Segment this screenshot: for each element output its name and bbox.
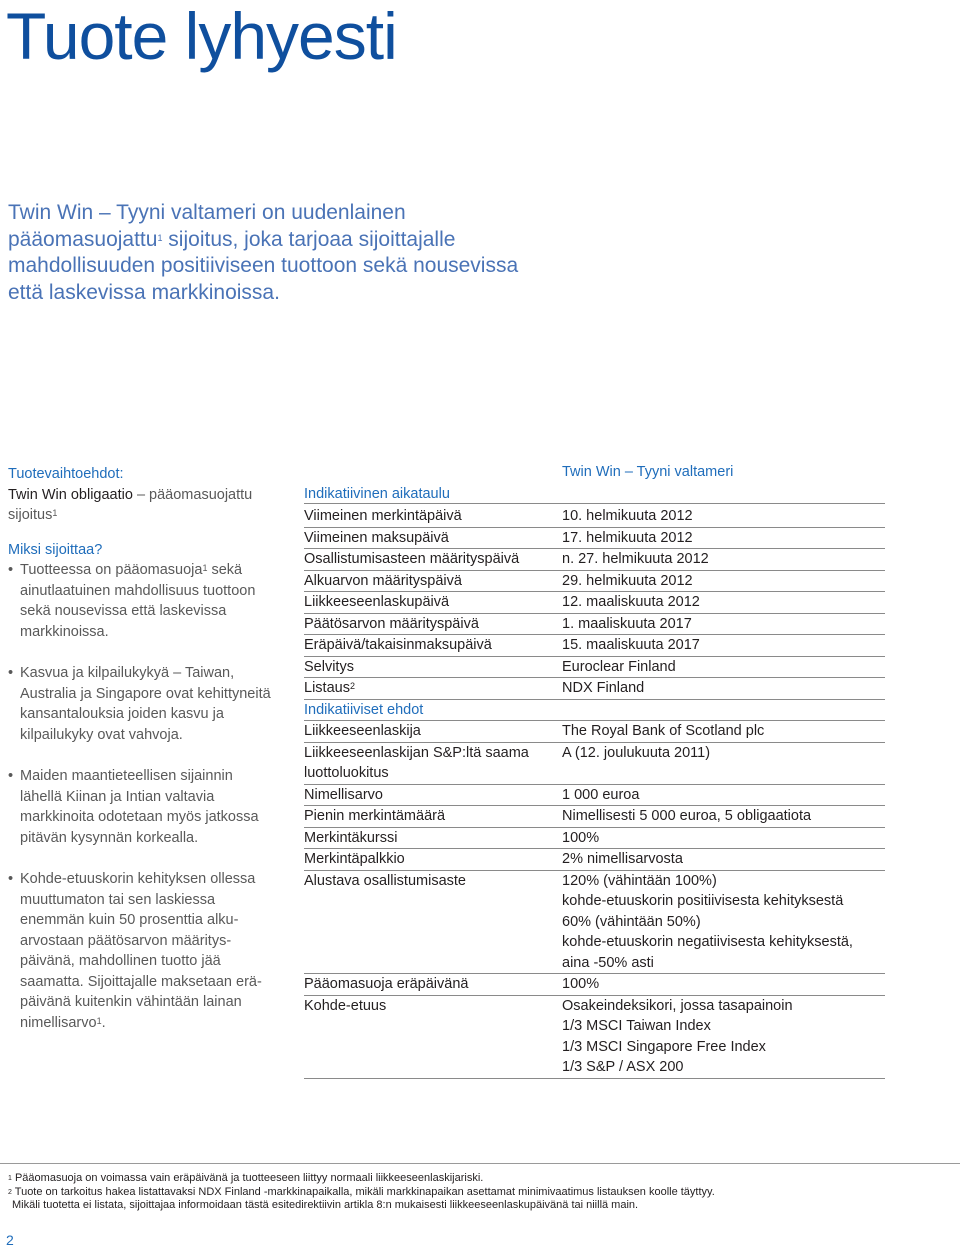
table-row [304,678,885,700]
row-value [562,996,885,1078]
row-label: Alkuarvon määrityspäivä [304,572,462,589]
intro-paragraph [8,200,568,306]
row-value [562,871,885,974]
bullet-icon: • [8,562,14,578]
intro-line: että laskevissa markkinoissa. [8,280,280,304]
row-label [304,678,562,699]
alternatives-heading: Tuotevaihtoehdot: [8,466,124,482]
row-label: Liikkeeseenlaskija [304,723,421,739]
footnote-ref: 1 [202,563,208,573]
value-line: aina -50% asti [562,954,654,971]
footnote-text: Tuote on tarkoitus hakea listattavaksi NDX Finland -markkinapaikalla, mikäli markkinapaikan asettamat minimivaatimus listauksen koolle täyttyy. [14,1185,715,1198]
row-label: Pienin merkintämäärä [304,808,446,824]
row-value: 29. helmikuuta 2012 [562,572,693,589]
alternatives-bold: Twin Win obligaatio [8,486,133,503]
bullet-icon: • [8,768,14,784]
bullet-text: Tuotteessa on pääomasuoja [20,562,203,578]
product-terms-table [304,464,885,1079]
row-value: 100% [562,829,600,846]
row-label: Merkintäpalkkio [304,851,405,867]
table-row [304,785,885,807]
row-label: Alustava osallistumisaste [304,872,466,889]
alternatives-text [8,505,278,526]
table-row [304,743,885,785]
row-value: NDX Finland [562,680,645,696]
bullet-icon: • [8,665,14,681]
section-heading-terms: Indikatiiviset ehdot [304,700,885,722]
bullet-text: Kasvua ja kilpailukykyä – Taiwan, Australia ja Singapore ovat kehittyneitä kansantalouksia joiden kasvu ja kilpailukyky ovat vahvoja. [20,665,271,743]
product-name: Twin Win – Tyyni valtameri [562,464,734,480]
row-value: 10. helmikuuta 2012 [562,508,693,524]
table-row [304,996,885,1079]
footnote-ref: 1 [157,232,163,243]
row-label: Liikkeeseenlaskupäivä [304,594,450,610]
value-line: kohde-etuuskorin positiivisesta kehityksestä [562,893,844,909]
table-row [304,549,885,571]
table-row [304,614,885,636]
list-item [8,766,278,848]
value-line: 1/3 MSCI Singapore Free Index [562,1038,766,1055]
alternatives-text [8,485,278,506]
table-row [304,974,885,996]
listing-label: Listaus [304,680,350,696]
list-item [8,869,278,1033]
table-row [304,506,885,528]
bullet-text: . [101,1014,106,1031]
intro-line [8,227,568,254]
bullet-icon: • [8,871,14,887]
value-line: 1/3 MSCI Taiwan Index [562,1018,711,1034]
table-row [304,806,885,828]
table-row [304,657,885,679]
table-row [304,721,885,743]
row-value: Nimellisesti 5 000 euroa, 5 obligaatiota [562,808,812,824]
row-label: Merkintäkurssi [304,829,398,846]
intro-line: mahdollisuuden positiiviseen tuottoon sekä nousevissa [8,254,519,277]
bullet-text: Maiden maantieteellisen sijainnin lähellä Kiinan ja Intian valtavia markkinoita odotetaan myös jatkossa pitävän kysynnän korkealla. [20,768,259,846]
row-label: Kohde-etuus [304,997,387,1014]
table-row [304,849,885,871]
list-item [8,663,278,745]
table-row [304,528,885,550]
table-row [304,592,885,614]
value-line: kohde-etuuskorin negatiivisesta kehityksestä, [562,934,853,950]
footnote-ref: 1 [52,508,58,518]
left-column [8,464,278,1054]
table-row [304,635,885,657]
row-value: 1 000 euroa [562,786,640,803]
table-row [304,571,885,593]
row-value: A (12. joulukuuta 2011) [562,744,711,761]
table-row [304,828,885,850]
table-row [304,871,885,975]
footnote-ref: 1 [96,1015,102,1026]
row-label: Pääomasuoja eräpäivänä [304,976,469,992]
page-number: 2 [6,1232,14,1248]
row-value: 17. helmikuuta 2012 [562,529,693,546]
footnote [8,1186,948,1200]
footnote-divider [0,1163,960,1164]
value-line: 1/3 S&P / ASX 200 [562,1059,684,1075]
footnote-number: 1 [8,1175,12,1182]
footnote [8,1172,948,1186]
row-label: Eräpäivä/takaisinmaksupäivä [304,637,492,653]
intro-text: pääomasuojattu [8,227,158,251]
bullet-text: sekä ainutlaatuinen mahdollisuus tuottoon sekä nousevissa että laskevissa markkinoissa. [20,562,256,640]
row-label: Osallistumisasteen määrityspäivä [304,551,520,567]
footnotes [8,1172,948,1213]
row-label: Päätösarvon määrityspäivä [304,615,479,632]
row-value: 12. maaliskuuta 2012 [562,594,700,610]
reasons-list [8,560,278,1033]
row-label: Selvitys [304,658,354,675]
row-value: n. 27. helmikuuta 2012 [562,551,709,567]
row-value: Euroclear Finland [562,658,676,675]
intro-text: sijoitus, joka tarjoaa sijoittajalle [162,227,456,251]
value-line: 60% (vähintään 50%) [562,913,701,930]
value-line: Osakeindeksikori, jossa tasapainoin [562,997,793,1014]
row-value: The Royal Bank of Scotland plc [562,723,765,739]
footnote-number: 2 [8,1188,12,1196]
why-invest-heading: Miksi sijoittaa? [8,541,103,558]
row-label: Nimellisarvo [304,786,383,803]
row-label: Liikkeeseenlaskijan S&P:ltä saama luottoluokitus [304,744,529,781]
bullet-text: Kohde-etuuskorin kehityksen ollessa muuttumaton tai sen laskiessa enemmän kuin 50 prosenttia alku-arvostaan päätösarvon määritys-päivänä, mahdollinen tuotto jää saamatta. [20,871,256,990]
row-value: 100% [562,976,600,992]
section-heading-schedule: Indikatiivinen aikataulu [304,484,885,504]
row-value: 1. maaliskuuta 2017 [562,615,692,632]
intro-line: Twin Win – Tyyni valtameri on uudenlainen [8,201,406,224]
bullet-text: Sijoittajalle maksetaan erä-päivänä kuitenkin vähintään lainan nimellisarvo [20,973,262,1031]
row-label: Viimeinen maksupäivä [304,529,449,546]
footnote-ref: 2 [349,681,355,691]
alternatives-rest: – pääomasuojattu [132,486,253,503]
row-value: 2% nimellisarvosta [562,851,683,867]
footnote: Mikäli tuotetta ei listata, sijoittajaa informoidaan tästä esitedirektiivin artikla 8:n mukaisesti liikkeeseenlaskupäivänä tai niillä main. [12,1199,639,1211]
alternatives-line2: sijoitus [8,507,53,523]
page-title: Tuote lyhyesti [6,0,397,73]
footnote-text: Pääomasuoja on voimassa vain eräpäivänä ja tuotteeseen liittyy normaali liikkeeseenlaskijariski. [14,1172,484,1184]
row-value: 15. maaliskuuta 2017 [562,637,700,653]
row-label: Viimeinen merkintäpäivä [304,508,462,524]
value-line: 120% (vähintään 100%) [562,872,717,889]
list-item [8,560,278,642]
